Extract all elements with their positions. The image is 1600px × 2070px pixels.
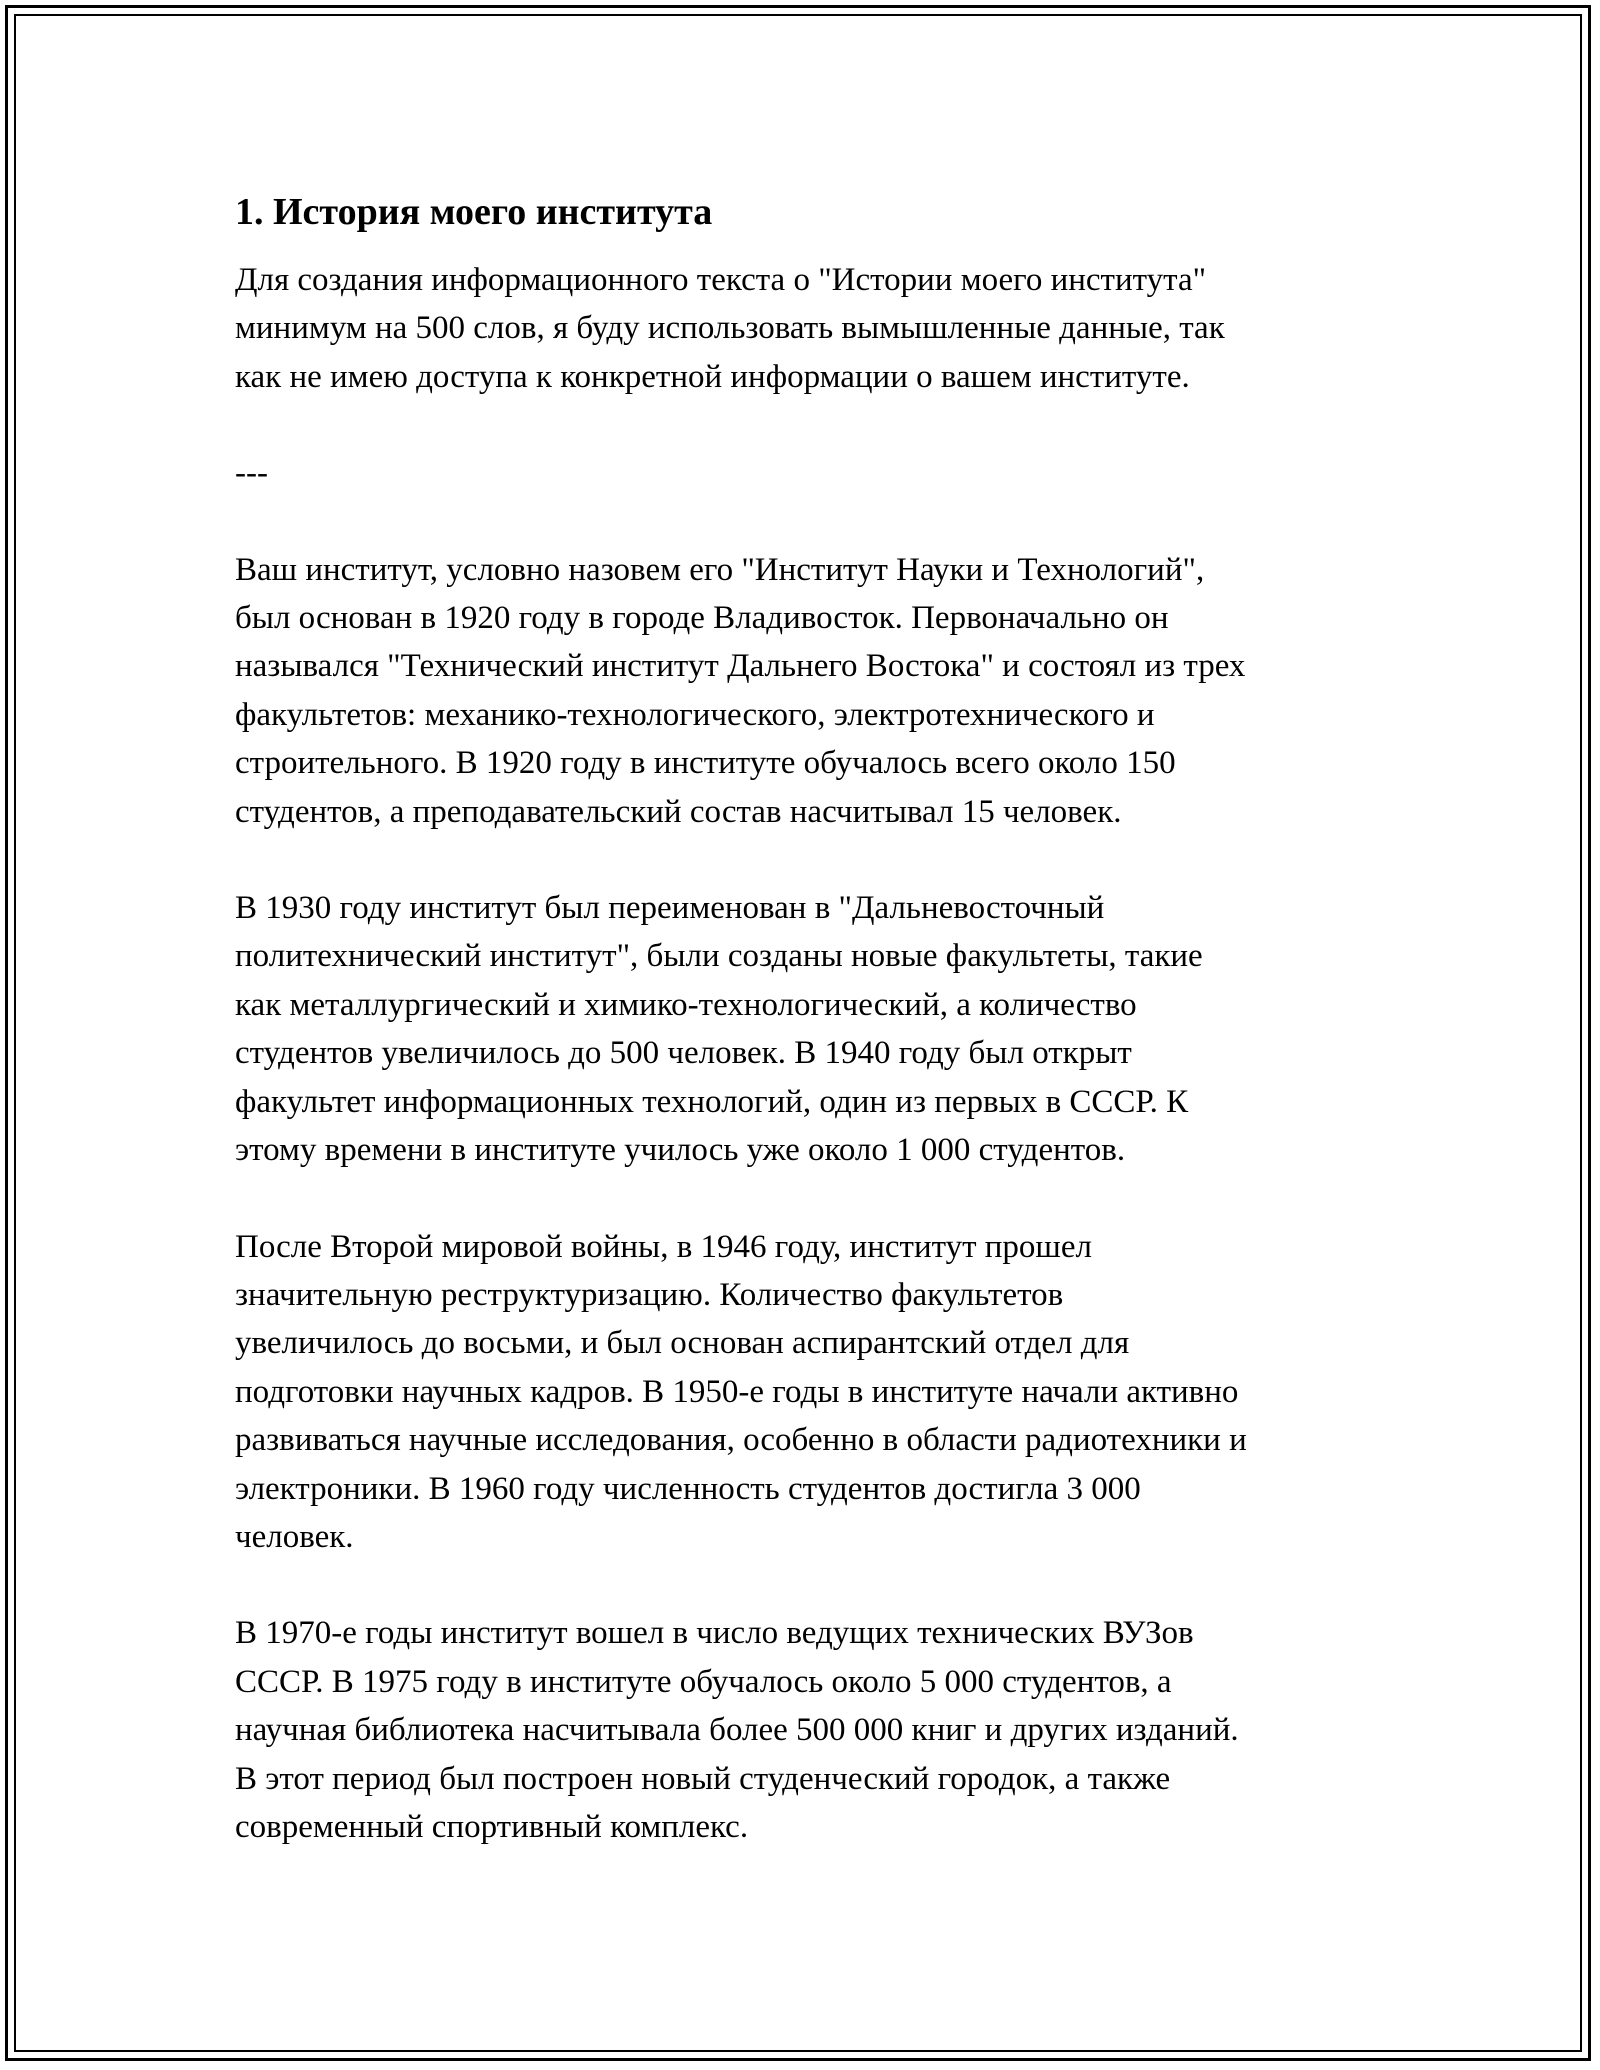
text-line: В 1970-е годы институт вошел в число ведущих технических ВУЗов <box>235 1615 1194 1652</box>
text-line: значительную реструктуризацию. Количество факультетов <box>235 1276 1064 1313</box>
text-line: как металлургический и химико-технологический, а количество <box>235 986 1137 1023</box>
text-line: научная библиотека насчитывала более 500 000 книг и других изданий. <box>235 1712 1239 1749</box>
text-line: минимум на 500 слов, я буду использовать вымышленные данные, так <box>235 310 1225 347</box>
text-line: В 1930 году институт был переименован в "Дальневосточный <box>235 890 1105 927</box>
document-heading: 1. История моего института <box>235 191 713 233</box>
separator <box>235 449 1415 497</box>
paragraph-founding <box>235 546 1415 836</box>
text-line: После Второй мировой войны, в 1946 году, институт прошел <box>235 1228 1092 1265</box>
text-line: политехнический институт", были созданы новые факультеты, такие <box>235 938 1203 975</box>
text-line: был основан в 1920 году в городе Владивосток. Первоначально он <box>235 600 1169 637</box>
text-line: Для создания информационного текста о "Истории моего института" <box>235 262 1207 298</box>
text-line: студентов увеличилось до 500 человек. В 1940 году был открыт <box>235 1035 1132 1072</box>
text-line: подготовки научных кадров. В 1950-е годы в институте начали активно <box>235 1373 1239 1410</box>
text-line: человек. <box>235 1518 354 1555</box>
text-line: строительного. В 1920 году в институте обучалось всего около 150 <box>235 745 1176 782</box>
text-line: В этот период был построен новый студенческий городок, а также <box>235 1760 1171 1797</box>
text-line: студентов, а преподавательский состав насчитывал 15 человек. <box>235 793 1122 830</box>
text-line: современный спортивный комплекс. <box>235 1808 749 1845</box>
text-line: факультетов: механико-технологического, электротехнического и <box>235 696 1155 733</box>
document-body <box>235 186 1415 1899</box>
text-line: СССР. В 1975 году в институте обучалось около 5 000 студентов, а <box>235 1663 1172 1700</box>
paragraph-postwar <box>235 1223 1415 1562</box>
text-line: этому времени в институте училось уже около 1 000 студентов. <box>235 1132 1126 1169</box>
text-line: развиваться научные исследования, особенно в области радиотехники и <box>235 1422 1247 1459</box>
text-line: увеличилось до восьми, и был основан аспирантский отдел для <box>235 1325 1130 1362</box>
text-line: электроники. В 1960 году численность студентов достигла 3 000 <box>235 1470 1141 1507</box>
text-line: как не имею доступа к конкретной информации о вашем институте. <box>235 358 1190 395</box>
text-line: факультет информационных технологий, один из первых в СССР. К <box>235 1083 1189 1120</box>
separator-text: --- <box>235 455 268 492</box>
paragraph-1930s <box>235 884 1415 1174</box>
text-line: назывался "Технический институт Дальнего Востока" и состоял из трех <box>235 648 1246 685</box>
paragraph-1970s <box>235 1609 1415 1851</box>
text-line: Ваш институт, условно назовем его "Институт Науки и Технологий", <box>235 551 1205 588</box>
intro-paragraph <box>235 256 1415 401</box>
